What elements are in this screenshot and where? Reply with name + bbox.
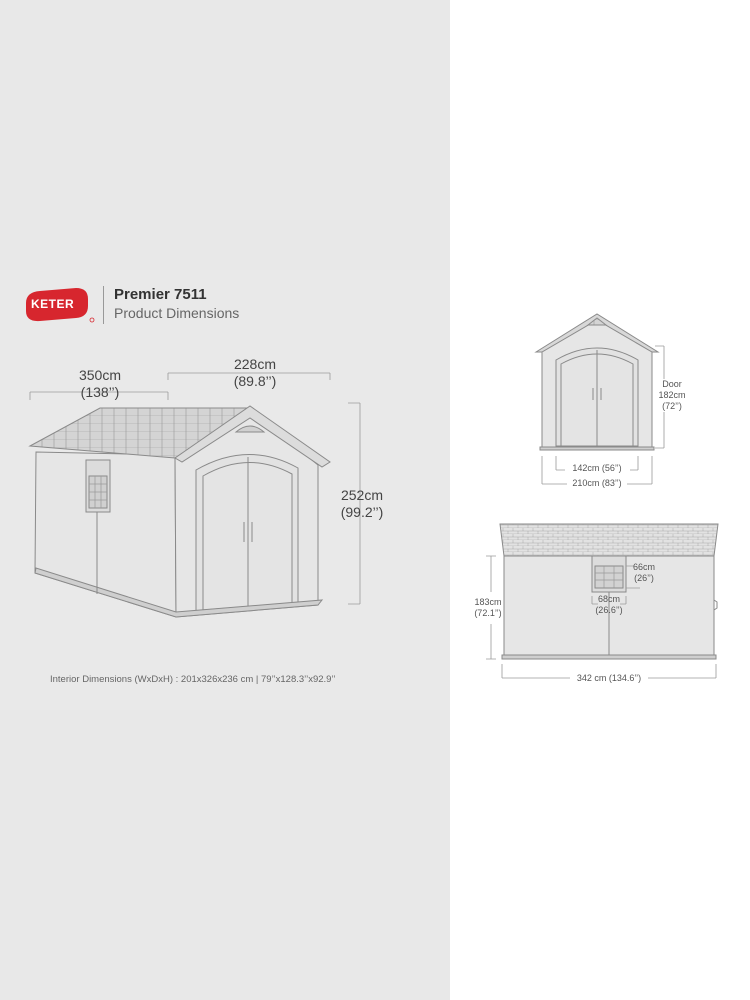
door-height-in: (72’’) [662, 401, 682, 411]
door-height-cm: 182cm [658, 390, 686, 400]
main-width-cm: 350cm [78, 367, 122, 383]
door-height-label [655, 379, 689, 412]
window-width-cm: 68cm [597, 594, 620, 604]
main-depth-label [220, 356, 290, 390]
interior-dimensions: Interior Dimensions (WxDxH) : 201x326x236 cm | 79’’x128.3’’x92.9’’ [50, 674, 336, 685]
window-height-label [630, 562, 658, 584]
front-view-drawing [536, 314, 658, 450]
wall-height-in: (72.1’’) [474, 608, 502, 618]
main-depth-in: (89.8’’) [233, 373, 277, 389]
front-width-label: 210cm (83’’) [572, 478, 622, 488]
window-height-cm: 66cm [632, 562, 655, 572]
main-height-cm: 252cm [340, 487, 384, 503]
product-title: Premier 7511 [114, 286, 207, 303]
main-width-in: (138’’) [80, 384, 120, 400]
window-width-label [592, 594, 626, 616]
keter-logo-text: KETER [31, 297, 75, 311]
window-width-in: (26.6’’) [595, 605, 623, 615]
window-height-in: (26’’) [634, 573, 654, 583]
side-width-label: 342 cm (134.6’’) [576, 673, 642, 683]
main-depth-cm: 228cm [233, 356, 277, 372]
door-width-label: 142cm (56’’) [572, 463, 622, 473]
door-label: Door [662, 379, 682, 389]
main-width-label [70, 367, 130, 401]
main-height-in: (99.2’’) [340, 504, 384, 520]
wall-height-label [470, 597, 506, 619]
main-height-label [334, 487, 390, 521]
wall-height-cm: 183cm [474, 597, 502, 607]
main-shed-drawing [30, 406, 330, 617]
side-view-drawing [500, 524, 718, 659]
header-divider [103, 286, 104, 324]
product-subtitle: Product Dimensions [114, 305, 240, 321]
